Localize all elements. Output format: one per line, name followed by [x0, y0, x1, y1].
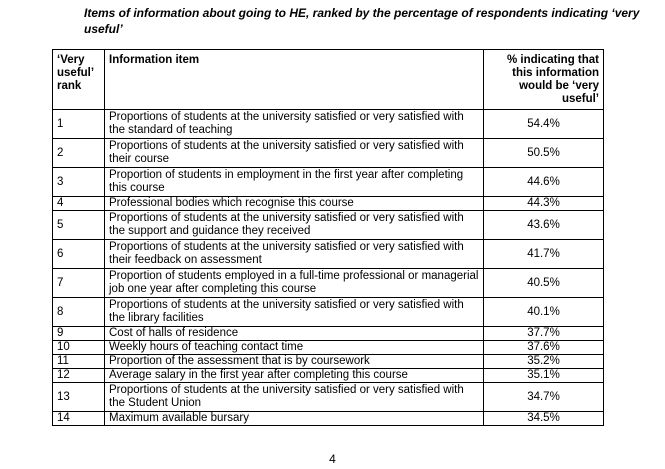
rank-cell: 2: [53, 139, 105, 168]
item-cell: Weekly hours of teaching contact time: [105, 341, 484, 355]
table-row: [53, 269, 604, 298]
rank-cell: 11: [53, 355, 105, 369]
table-row: [53, 369, 604, 383]
item-cell: Proportion of the assessment that is by coursework: [105, 355, 484, 369]
item-cell: Proportions of students at the university satisfied or very satisfied with the support and guidance they received: [105, 211, 484, 240]
table-caption: Items of information about going to HE, ranked by the percentage of respondents indicating ‘very useful’: [84, 6, 640, 36]
percentage-cell: 44.6%: [484, 168, 604, 197]
header-percentage: % indicating that this information would be ‘very useful’: [484, 50, 604, 110]
item-cell: Proportion of students employed in a full-time professional or managerial job one year after completing this course: [105, 269, 484, 298]
rank-cell: 9: [53, 327, 105, 341]
table-row: [53, 240, 604, 269]
table-row: [53, 383, 604, 412]
item-cell: Maximum available bursary: [105, 412, 484, 426]
percentage-cell: 35.1%: [484, 369, 604, 383]
percentage-cell: 54.4%: [484, 110, 604, 139]
percentage-cell: 44.3%: [484, 197, 604, 211]
table-row: [53, 197, 604, 211]
table-header-row: [53, 50, 604, 110]
header-rank: ‘Very useful’ rank: [53, 50, 105, 110]
percentage-cell: 40.5%: [484, 269, 604, 298]
percentage-cell: 40.1%: [484, 298, 604, 327]
item-cell: Proportions of students at the university satisfied or very satisfied with their feedback on assessment: [105, 240, 484, 269]
rank-cell: 12: [53, 369, 105, 383]
table-row: [53, 139, 604, 168]
rank-cell: 1: [53, 110, 105, 139]
table-row: [53, 298, 604, 327]
percentage-cell: 41.7%: [484, 240, 604, 269]
percentage-cell: 34.5%: [484, 412, 604, 426]
ranking-table: [52, 49, 604, 426]
table-row: [53, 110, 604, 139]
rank-cell: 5: [53, 211, 105, 240]
item-cell: Proportions of students at the university satisfied or very satisfied with their course: [105, 139, 484, 168]
table-row: [53, 355, 604, 369]
rank-cell: 14: [53, 412, 105, 426]
rank-cell: 8: [53, 298, 105, 327]
item-cell: Cost of halls of residence: [105, 327, 484, 341]
page-number: 4: [329, 452, 336, 466]
percentage-cell: 50.5%: [484, 139, 604, 168]
percentage-cell: 37.6%: [484, 341, 604, 355]
rank-cell: 4: [53, 197, 105, 211]
item-cell: Average salary in the first year after completing this course: [105, 369, 484, 383]
item-cell: Proportion of students in employment in the first year after completing this course: [105, 168, 484, 197]
rank-cell: 6: [53, 240, 105, 269]
percentage-cell: 43.6%: [484, 211, 604, 240]
table-row: [53, 327, 604, 341]
table-row: [53, 211, 604, 240]
item-cell: Professional bodies which recognise this course: [105, 197, 484, 211]
rank-cell: 13: [53, 383, 105, 412]
item-cell: Proportions of students at the university satisfied or very satisfied with the standard of teaching: [105, 110, 484, 139]
percentage-cell: 34.7%: [484, 383, 604, 412]
table-row: [53, 341, 604, 355]
header-information-item: Information item: [105, 50, 484, 110]
percentage-cell: 35.2%: [484, 355, 604, 369]
rank-cell: 10: [53, 341, 105, 355]
percentage-cell: 37.7%: [484, 327, 604, 341]
item-cell: Proportions of students at the university satisfied or very satisfied with the library facilities: [105, 298, 484, 327]
rank-cell: 7: [53, 269, 105, 298]
rank-cell: 3: [53, 168, 105, 197]
table-row: [53, 412, 604, 426]
table-row: [53, 168, 604, 197]
item-cell: Proportions of students at the university satisfied or very satisfied with the Student Union: [105, 383, 484, 412]
